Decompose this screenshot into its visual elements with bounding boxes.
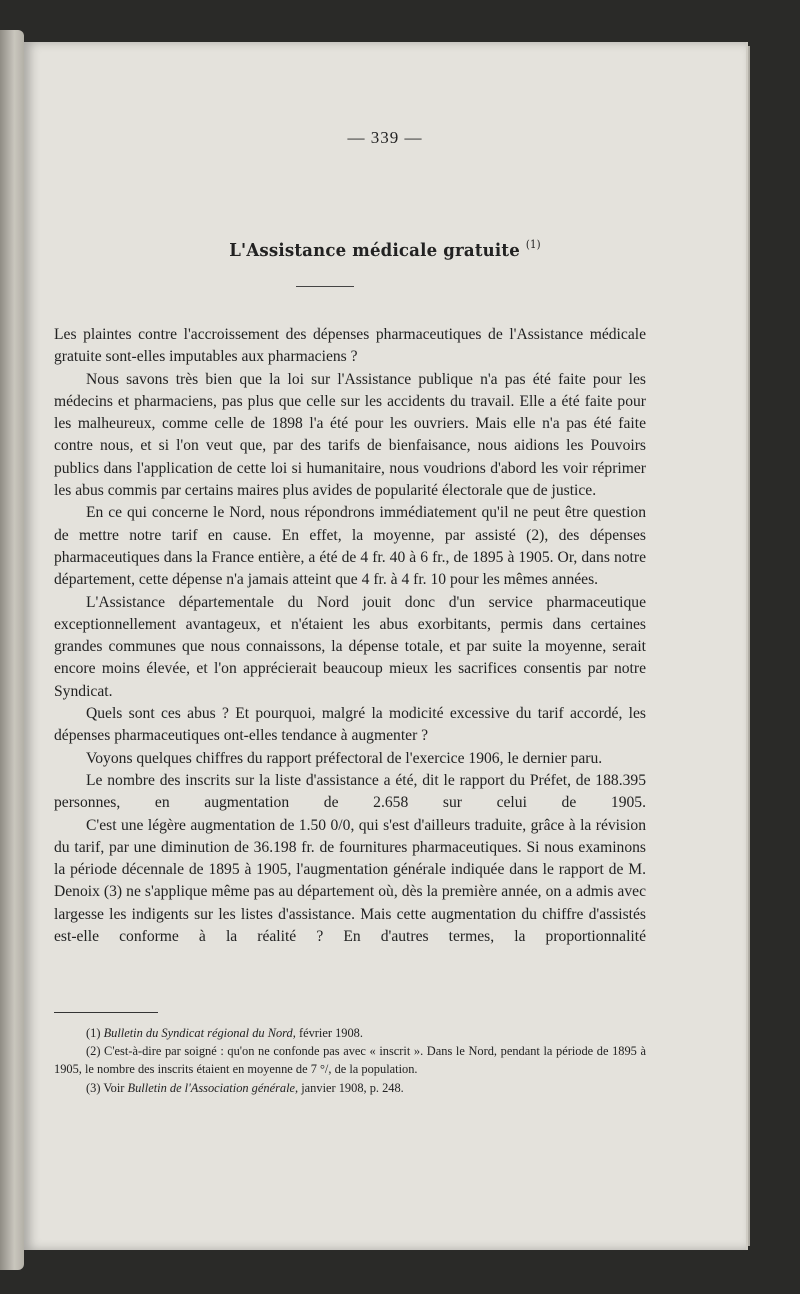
footnote-1-date: février 1908. <box>298 1026 363 1040</box>
paragraph-6: Voyons quelques chiffres du rapport préfectoral de l'exercice 1906, le dernier paru. <box>86 749 603 767</box>
footnote-1 <box>54 1024 646 1042</box>
paragraph-5: Quels sont ces abus ? Et pourquoi, malgré la modicité excessive du tarif accordé, les dépenses pharmaceutiques ont-elles tendance à augmenter ? <box>54 705 646 745</box>
paragraph-3: En ce qui concerne le Nord, nous répondrons immédiatement qu'il ne peut être question de mettre notre tarif en cause. En effet, la moyenne, par assisté (2), des dépenses pharmaceutiques dans la France entière, a été de 4 fr. 40 à 6 fr., de 1895 à 1905. Or, dans notre département, cette dépense n'a jamais atteint que 4 fr. à 4 fr. 10 pour les mêmes années. <box>54 504 646 589</box>
footnote-divider <box>54 1012 158 1013</box>
paragraph-8: C'est une légère augmentation de 1.50 0/0, qui s'est d'ailleurs traduite, grâce à la révision du tarif, par une diminution de 36.198 fr. de fournitures pharmaceutiques. Si nous examinons la période décennale de 1895 à 1905, l'augmentation générale indiquée dans le rapport de M. Denoix (3) ne s'applique même pas au département où, dès la première année, on a admis avec largesse les indigents sur les listes d'assistance. Mais cette augmentation du chiffre d'assistés est-elle conforme à la réalité ? En d'autres termes, la proportionnalité <box>54 816 646 946</box>
facing-page-edge <box>0 30 24 1270</box>
footnote-3-prefix: (3) Voir <box>86 1080 125 1095</box>
paragraph-1: Les plaintes contre l'accroissement des dépenses pharmaceutiques de l'Assistance médicale gratuite sont-elles imputables aux pharmaciens ? <box>54 326 646 366</box>
paragraph-7: Le nombre des inscrits sur la liste d'assistance a été, dit le rapport du Préfet, de 188.395 personnes, en augmentation de 2.658 sur celui de 1905. <box>54 771 646 812</box>
paragraph-2: Nous savons très bien que la loi sur l'Assistance publique n'a pas été faite pour les médecins et pharmaciens, pas plus que celle sur les accidents du travail. Elle a été faite pour les malheureux, comme celle de 1898 l'a été pour les ouvriers. Mais elle n'a pas été faite contre nous, et si l'on veut que, par des tarifs de bienfaisance, nous aidions les Pouvoirs publics dans l'application de cette loi si humanitaire, nous voudrions d'abord les voir réprimer les abus commis par certains maires plus avides de popularité électorale que de justice. <box>54 370 646 500</box>
footnote-3-date: janvier 1908, p. 248. <box>301 1080 404 1095</box>
book-page <box>24 42 746 1250</box>
footnote-1-marker: (1) <box>86 1026 101 1040</box>
footnote-3 <box>54 1079 646 1097</box>
paragraph-4: L'Assistance départementale du Nord jouit donc d'un service pharmaceutique exceptionnellement avantageux, et n'étaient les abus exorbitants, permis dans certaines grandes communes que nous connaissons, la dépense totale, et par suite la moyenne, serait encore moins élevée, et l'on apprécierait beaucoup mieux les sacrifices consentis par notre Syndicat. <box>54 593 646 700</box>
title-footnote-marker: (1) <box>525 238 541 251</box>
article-title-text: L'Assistance médicale gratuite <box>229 240 520 261</box>
title-divider <box>296 286 354 287</box>
page-number: — 339 — <box>347 128 423 147</box>
footnotes <box>54 1024 646 1097</box>
article-title <box>53 238 717 261</box>
footnote-2: (2) C'est-à-dire par soigné : qu'on ne confonde pas avec « inscrit ». Dans le Nord, pendant la période de 1895 à 1905, le nombre des inscrits étaient en moyenne de 7 °/, de la population. <box>54 1044 646 1077</box>
article-body <box>54 324 646 948</box>
footnote-3-source: Bulletin de l'Association générale, <box>127 1080 299 1095</box>
footnote-1-source: Bulletin du Syndicat régional du Nord, <box>103 1026 296 1040</box>
